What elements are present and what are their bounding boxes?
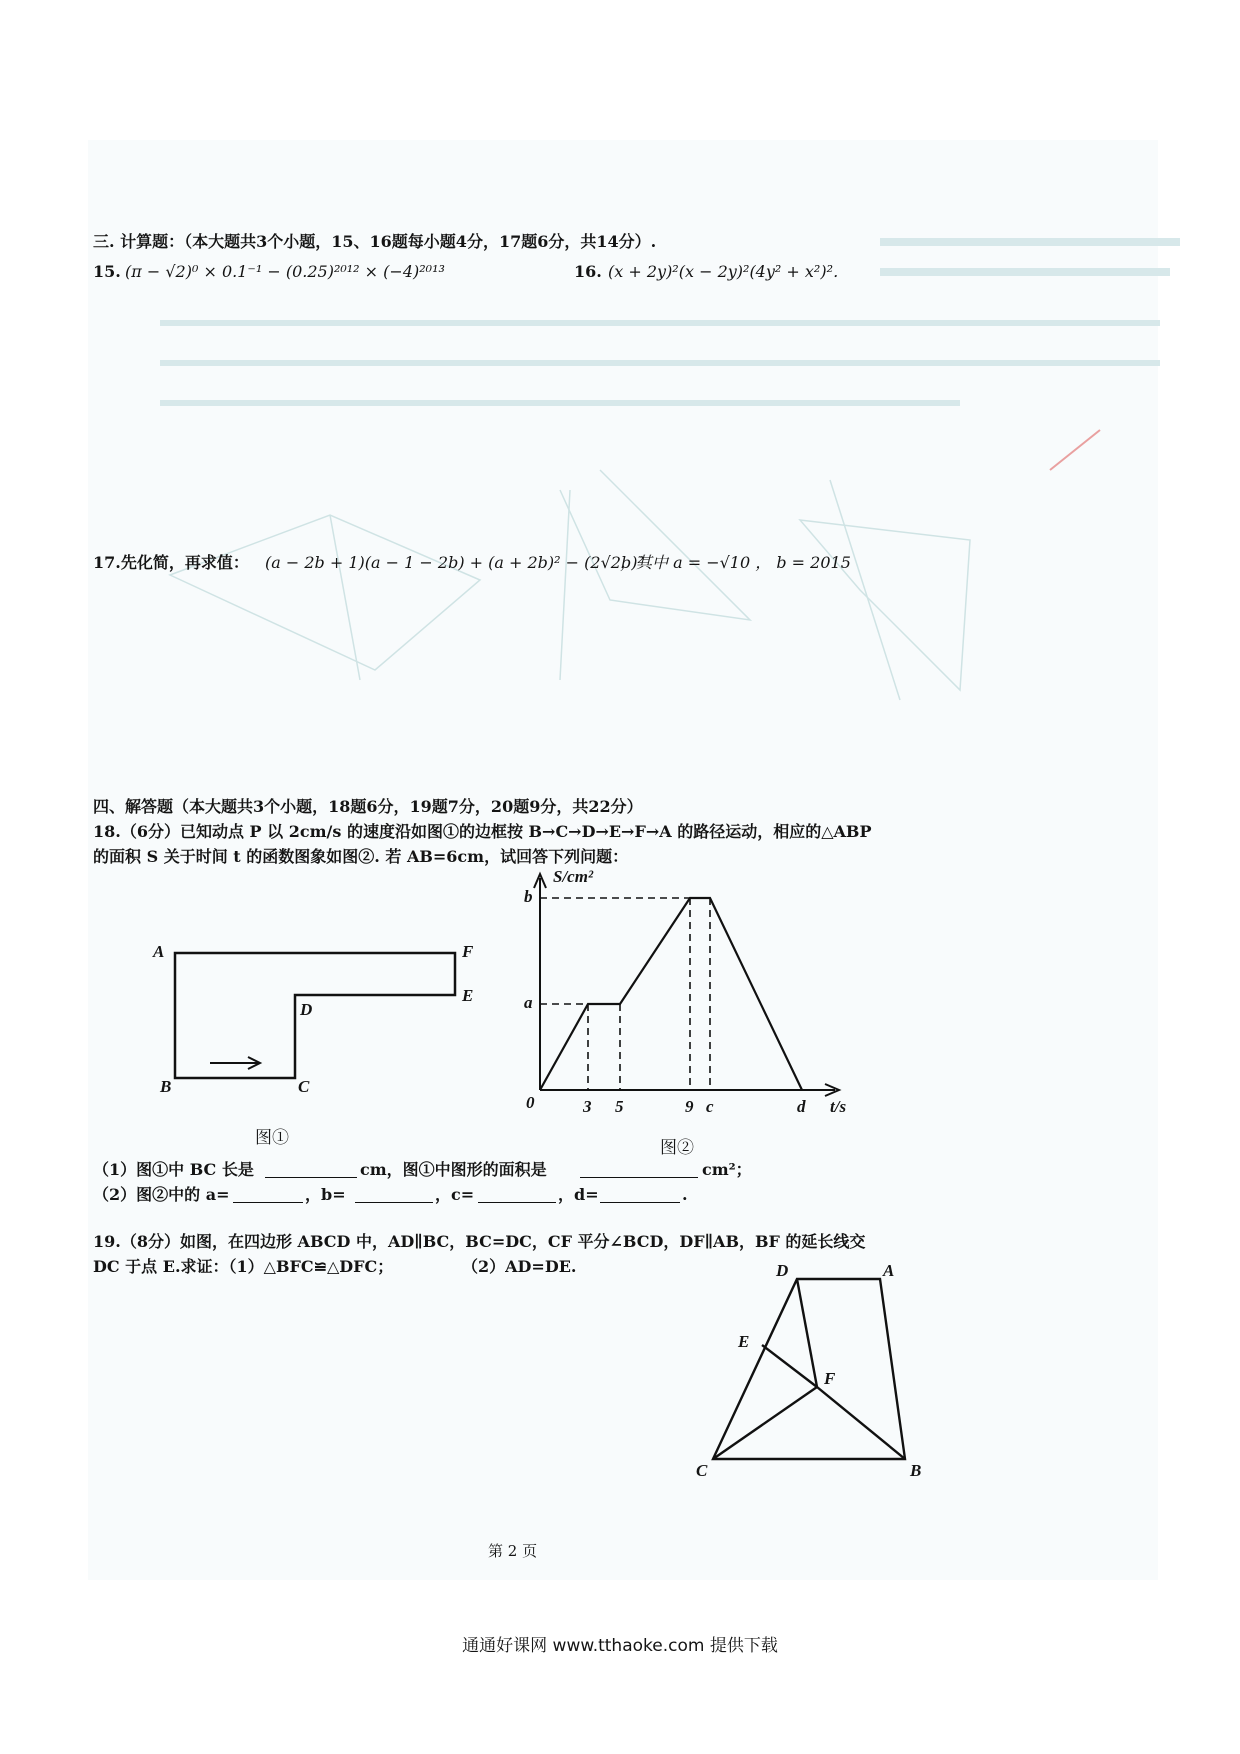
fig2-origin-label: 0 [526, 1093, 535, 1112]
page-number: 第 2 页 [488, 1542, 538, 1560]
fig2-x-tick-3: 3 [583, 1097, 592, 1116]
q18-sub1-text-a: （1）图①中 BC 长是 [93, 1160, 254, 1179]
q18-line1: 18.（6分）已知动点 P 以 2cm/s 的速度沿如图①的边框按 B→C→D→E→F→A 的路径运动，相应的△ABP [93, 822, 872, 841]
q16-expression: (x + 2y)²(x − 2y)²(4y² + x²)²． [608, 262, 849, 281]
fig2-y-axis-label: S/cm² [553, 867, 594, 886]
section3-header: 三. 计算题：（本大题共3个小题，15、16题每小题4分，17题6分，共14分）. [93, 232, 657, 251]
fig3-label-B: B [910, 1461, 922, 1480]
fig1-caption: 图① [255, 1128, 289, 1148]
fig2-y-tick-a: a [524, 993, 533, 1012]
q15-number: 15. [93, 262, 121, 281]
q18-sub2-text-end: . [682, 1185, 688, 1204]
fig2-x-tick-9: 9 [685, 1097, 694, 1116]
fig3-label-D: D [776, 1261, 789, 1280]
q15-expression: (π − √2)⁰ × 0.1⁻¹ − (0.25)²⁰¹² × (−4)²⁰¹³ [125, 262, 445, 281]
q17-expression: (a − 2b + 1)(a − 1 − 2b) + (a + 2b)² − (2√2b)² [265, 553, 644, 572]
fig1-label-A: A [153, 942, 165, 961]
q18-sub2-text-c: ，c= [435, 1185, 475, 1204]
download-footer: 通通好课网 www.tthaoke.com 提供下载 [462, 1636, 778, 1656]
q19-line1: 19.（8分）如图，在四边形 ABCD 中，AD∥BC，BC=DC，CF 平分∠BCD，DF∥AB，BF 的延长线交 [93, 1232, 866, 1251]
q18-line2: 的面积 S 关于时间 t 的函数图象如图②. 若 AB=6cm，试回答下列问题： [93, 847, 629, 866]
fig3-label-E: E [738, 1332, 750, 1351]
section4-header: 四、解答题（本大题共3个小题，18题6分，19题7分，20题9分，共22分） [93, 797, 643, 816]
fig1-label-C: C [298, 1077, 310, 1096]
fig2-x-tick-5: 5 [615, 1097, 624, 1116]
fig1-label-B: B [160, 1077, 172, 1096]
q18-sub2-text-d: ，d= [558, 1185, 599, 1204]
fig2-caption: 图② [660, 1138, 694, 1158]
fig2-x-axis-label: t/s [830, 1097, 847, 1116]
q17-condition: ，其中 a = −√10 ， b = 2015 [620, 553, 851, 572]
q18-sub1-text-b: cm，图①中图形的面积是 [360, 1160, 547, 1179]
q19-line2-part2: （2）AD=DE. [462, 1257, 577, 1276]
fig2-x-tick-d: d [797, 1097, 806, 1116]
q17-prompt: 17.先化简，再求值： [93, 553, 249, 572]
q18-sub2-text-a: （2）图②中的 a= [93, 1185, 230, 1204]
fig2-x-tick-c: c [706, 1097, 714, 1116]
fig3-label-F: F [824, 1369, 836, 1388]
fig3-label-C: C [696, 1461, 708, 1480]
fig3-label-A: A [883, 1261, 895, 1280]
fig2-y-tick-b: b [524, 887, 533, 906]
fig1-label-D: D [300, 1000, 313, 1019]
q16-number: 16. [574, 262, 602, 281]
q18-sub2-text-b: ，b= [305, 1185, 346, 1204]
q18-sub1-text-c: cm²； [702, 1160, 752, 1179]
fig1-label-E: E [462, 986, 474, 1005]
fig1-label-F: F [462, 942, 474, 961]
q19-line2-part1: DC 于点 E.求证：（1）△BFC≌△DFC； [93, 1257, 394, 1276]
